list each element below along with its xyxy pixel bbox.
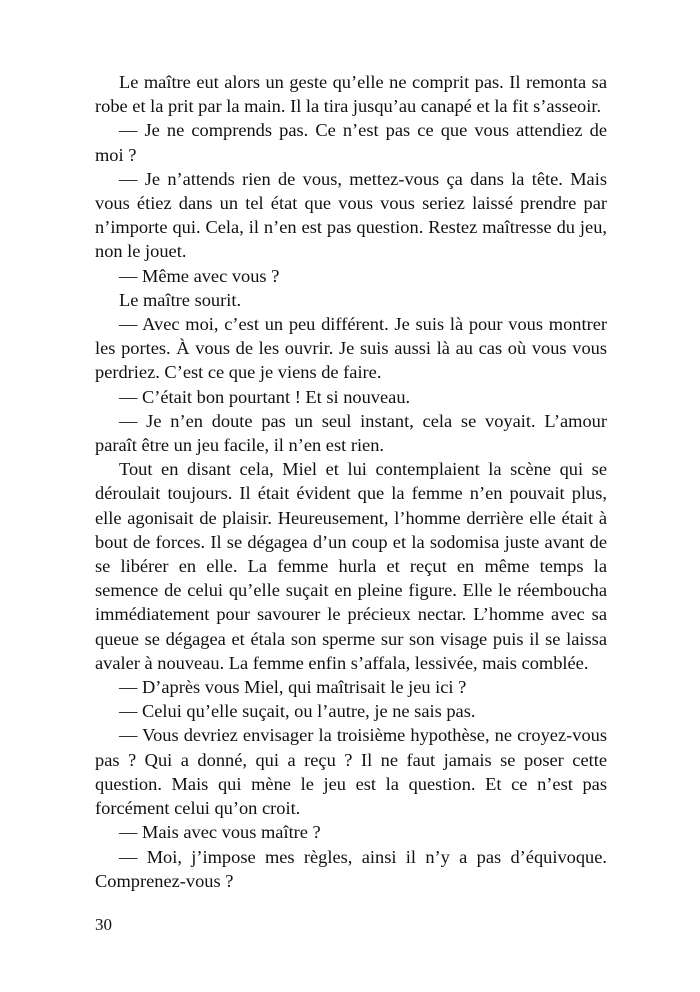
- paragraph: — Moi, j’impose mes règles, ainsi il n’y a pas d’équivoque. Comprenez-vous ?: [95, 846, 607, 891]
- paragraph: — Je n’attends rien de vous, mettez-vous ça dans la tête. Mais vous étiez dans un tel état que vous vous seriez laissé prendre par n’importe qui. Cela, il n’en est pas question. Restez maîtresse du jeu, non le jouet.: [95, 168, 607, 262]
- paragraph: — Je ne comprends pas. Ce n’est pas ce que vous attendiez de moi ?: [95, 120, 607, 165]
- paragraph: — Même avec vous ?: [119, 265, 280, 286]
- paragraph: — Celui qu’elle suçait, ou l’autre, je ne sais pas.: [119, 701, 476, 722]
- book-page-text: [95, 70, 607, 893]
- paragraph: — Avec moi, c’est un peu différent. Je suis là pour vous montrer les portes. À vous de les ouvrir. Je suis aussi là au cas où vous vous perdriez. C’est ce que je viens de faire.: [95, 314, 607, 383]
- paragraph: — C’était bon pourtant ! Et si nouveau.: [119, 386, 411, 407]
- paragraph: Le maître sourit.: [119, 289, 242, 310]
- paragraph: — D’après vous Miel, qui maîtrisait le jeu ici ?: [119, 677, 467, 698]
- paragraph: — Mais avec vous maître ?: [119, 822, 321, 843]
- paragraph: — Vous devriez envisager la troisième hypothèse, ne croyez-vous pas ? Qui a donné, qui a reçu ? Il ne faut jamais se poser cette question. Mais qui mène le jeu est la question. Et ce n’est pas forcément celui qu’on croit.: [95, 725, 607, 819]
- paragraph: — Je n’en doute pas un seul instant, cela se voyait. L’amour paraît être un jeu facile, il n’en est rien.: [95, 410, 607, 456]
- paragraph: Tout en disant cela, Miel et lui contemplaient la scène qui se déroulait toujours. Il était évident que la femme n’en pouvait plus, elle agonisait de plaisir. Heureusement, l’homme derrière elle était à bout de forces. Il se dégagea d’un coup et la sodomisa juste avant de se libérer en elle. La femme hurla et reçut en même temps la semence de celui qu’elle suçait en pleine figure. Elle le réemboucha immédiatement pour savourer le précieux nectar. L’homme avec sa queue se dégagea et étala son sperme sur son visage puis il se laissa avaler à nouveau. La femme enfin s’affala, lessivée, mais comblée.: [95, 459, 607, 673]
- paragraph: Le maître eut alors un geste qu’elle ne comprit pas. Il remonta sa robe et la prit par la main. Il la tira jusqu’au canapé et la fit s’asseoir.: [95, 72, 607, 117]
- page-number: 30: [95, 915, 112, 934]
